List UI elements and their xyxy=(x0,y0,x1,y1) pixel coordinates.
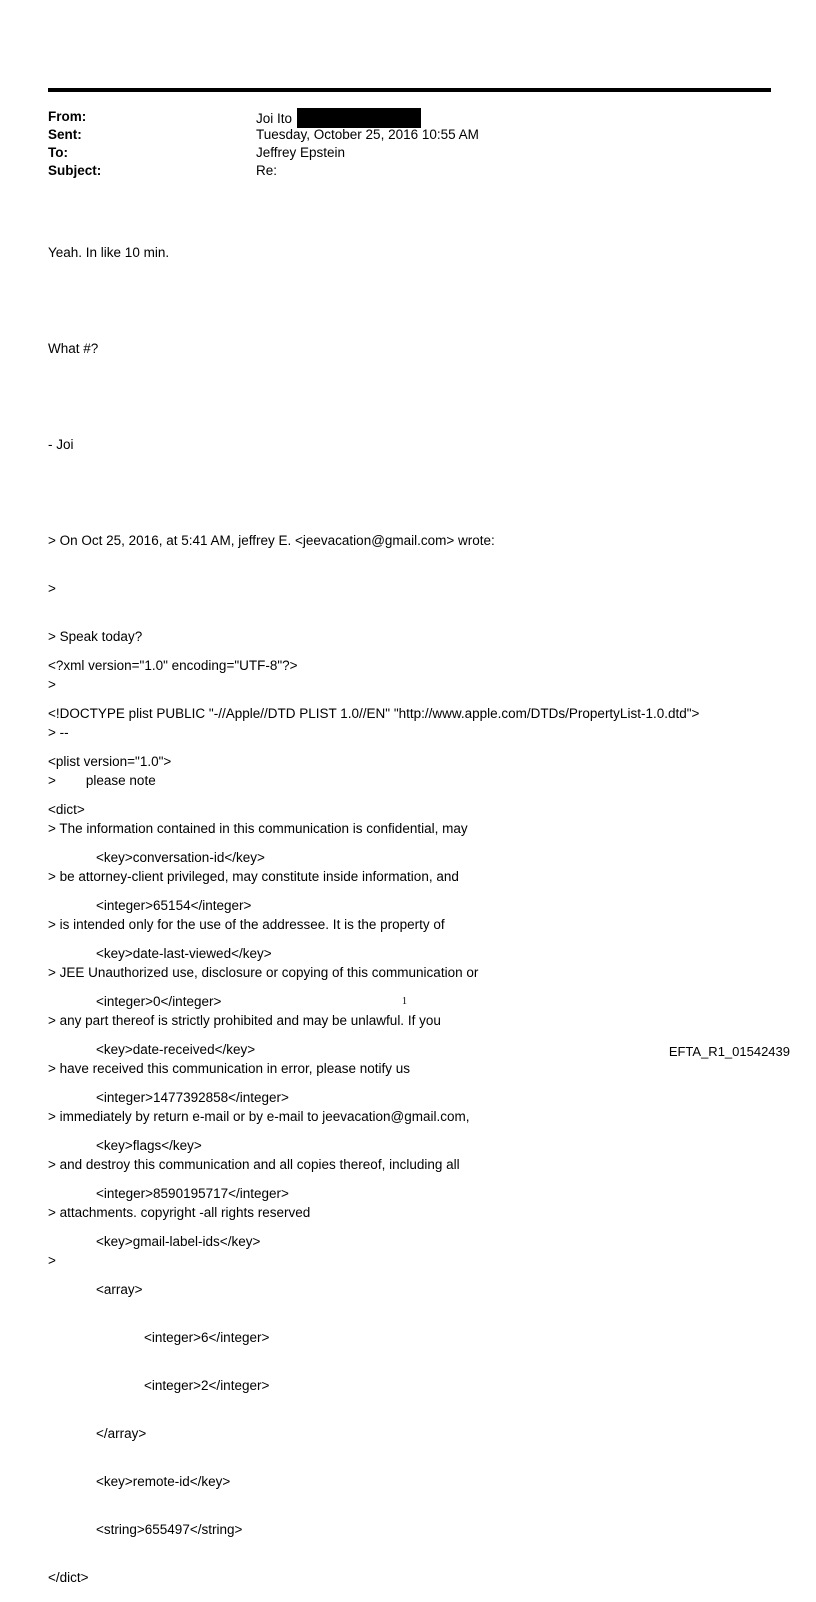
quoted-line: > any part thereof is strictly prohibited and may be unlawful. If you xyxy=(48,1013,441,1028)
to-value: Jeffrey Epstein xyxy=(256,145,346,160)
xml-line: <key>conversation-id</key> xyxy=(96,850,265,865)
quoted-line: > immediately by return e-mail or by e-mail to jeevacation@gmail.com, xyxy=(48,1109,470,1124)
xml-line: <integer>65154</integer> xyxy=(96,898,252,913)
xml-line: <integer>1477392858</integer> xyxy=(96,1090,289,1105)
body-line: What #? xyxy=(48,341,99,356)
quoted-line: > JEE Unauthorized use, disclosure or copying of this communication or xyxy=(48,965,479,980)
page-number: 1 xyxy=(402,996,407,1007)
quoted-line: > xyxy=(48,581,56,596)
xml-line: <key>flags</key> xyxy=(96,1138,202,1153)
xml-line: <?xml version="1.0" encoding="UTF-8"?> xyxy=(48,658,298,673)
quoted-line: > and destroy this communication and all copies thereof, including all xyxy=(48,1157,460,1172)
email-header xyxy=(48,108,479,180)
xml-line: <key>remote-id</key> xyxy=(96,1474,231,1489)
xml-line: <integer>2</integer> xyxy=(144,1378,270,1393)
quoted-line: > have received this communication in error, please notify us xyxy=(48,1061,411,1076)
xml-line: <integer>6</integer> xyxy=(144,1330,270,1345)
plist-xml xyxy=(48,627,699,1602)
body-line: Yeah. In like 10 min. xyxy=(48,245,170,260)
from-label: From: xyxy=(48,109,87,124)
quoted-line: > -- xyxy=(48,725,69,740)
redaction-box xyxy=(297,108,421,128)
xml-line: </dict> xyxy=(48,1570,89,1585)
to-label: To: xyxy=(48,145,68,160)
xml-line: <integer>0</integer> xyxy=(96,994,222,1009)
subject-label: Subject: xyxy=(48,163,102,178)
xml-line: <key>gmail-label-ids</key> xyxy=(96,1234,261,1249)
xml-line: <string>655497</string> xyxy=(96,1522,243,1537)
sent-row xyxy=(48,126,479,144)
from-row xyxy=(48,108,479,126)
document-id: EFTA_R1_01542439 xyxy=(668,1044,790,1059)
sent-label: Sent: xyxy=(48,127,82,142)
quoted-line: > be attorney-client privileged, may constitute inside information, and xyxy=(48,869,459,884)
quoted-line: > The information contained in this communication is confidential, may xyxy=(48,821,468,836)
subject-value: Re: xyxy=(256,163,278,178)
quoted-line: > xyxy=(48,1253,56,1268)
quoted-line: > please note xyxy=(48,773,156,788)
xml-line: <key>date-received</key> xyxy=(96,1042,256,1057)
xml-line: <array> xyxy=(96,1282,143,1297)
quoted-line: > On Oct 25, 2016, at 5:41 AM, jeffrey E. <jeevacation@gmail.com> wrote: xyxy=(48,533,495,548)
xml-line: <dict> xyxy=(48,802,85,817)
signature: - Joi xyxy=(48,437,74,452)
xml-line: <integer>8590195717</integer> xyxy=(96,1186,289,1201)
quoted-line: > xyxy=(48,677,56,692)
xml-line: </array> xyxy=(96,1426,147,1441)
xml-line: <!DOCTYPE plist PUBLIC "-//Apple//DTD PLIST 1.0//EN" "http://www.apple.com/DTDs/PropertyList-1.0.dtd"> xyxy=(48,706,700,721)
subject-row xyxy=(48,162,479,180)
xml-line: <plist version="1.0"> xyxy=(48,754,172,769)
from-name: Joi Ito xyxy=(256,111,293,126)
from-value xyxy=(256,108,421,126)
sent-value: Tuesday, October 25, 2016 10:55 AM xyxy=(256,127,479,142)
quoted-line: > Speak today? xyxy=(48,629,143,644)
to-row xyxy=(48,144,479,162)
xml-line: <key>date-last-viewed</key> xyxy=(96,946,272,961)
quoted-line: > is intended only for the use of the addressee. It is the property of xyxy=(48,917,445,932)
quoted-line: > attachments. copyright -all rights reserved xyxy=(48,1205,311,1220)
header-rule xyxy=(48,88,771,92)
